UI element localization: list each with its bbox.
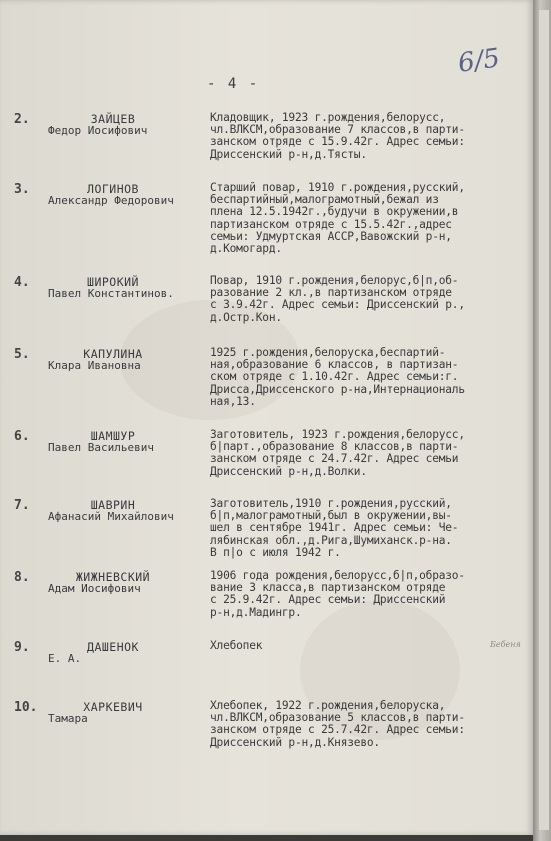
entry-description: 1906 года рождения,белорусс,б|п,образо- вание 3 класса,в партизанском отряде с 25.9.42г. Адрес семьи: Дриссенский р-н,д.Мадингр. [210, 569, 465, 619]
entry-description: Хлебопек, 1922 г.рождения,белоруска, чл.ВЛКСМ,образование 5 классов,в парти- занском отряде с 25.7.42г. Адрес семьи: Дриссенский р-н,д.Князево. [210, 699, 465, 749]
entry-number: 6. [14, 429, 30, 444]
entry-number: 8. [14, 570, 30, 585]
entry-given-name: Павел Васильевич [48, 441, 154, 454]
entry-number: 7. [14, 498, 30, 513]
entry-given-name: Александр Федорович [48, 194, 174, 207]
entry-description: Заготовитель, 1923 г.рождения,белорусс, б|парт.,образование 8 классов,в парти- занском отряде с 24.7.42г. Адрес семьи Дриссенский р-н,д.Волки. [210, 428, 465, 478]
entry-surname: КАПУЛИНА [83, 347, 143, 361]
entry-number: 9. [14, 640, 30, 655]
entry-description: 1925 г.рождения,белоруска,беспартий- ная,образование 6 классов, в партизан- ском отряде с 1.10.42г. Адрес семьи:г. Дрисса,Дриссенского р-на,Интернациональ ная,13. [210, 346, 465, 408]
entry-description: Старший повар, 1910 г.рождения,русский, беспартийный,малограмотный,бежал из плена 12.5.1942г.,будучи в окружении,в партизанском отряде с 15.5.42г.,адрес семьи: Удмуртская АССР,Вавожский р-н, д.Комогард. [210, 181, 465, 256]
entry-description: Заготовитель,1910 г.рождения,русский, б|п,малограмотный,был в окружении,вы- шел в сентябре 1941г. Адрес семьи: Че- лябинская обл.,д.Рига,Шумиханск.р-на. В п|о с июля 1942 г. [210, 497, 459, 559]
entry-number: 4. [14, 275, 30, 290]
entry-given-name: Павел Константинов. [48, 287, 174, 300]
entry-description: Повар, 1910 г.рождения,белорус,б|п,об- разование 2 кл.,в партизанском отряде с 3.9.42г. Адрес семьи: Дриссенский р., д.Остр.Кон. [210, 274, 465, 324]
entry-surname: ДАШЕНОК [87, 640, 139, 654]
entry-surname: ЖИЖНЕВСКИЙ [75, 570, 151, 584]
entry-number: 5. [14, 347, 30, 362]
entry-given-name: Федор Иосифович [48, 124, 148, 137]
entry-surname: ШАВРИН [90, 498, 136, 512]
entry-surname: ХАРКЕВИЧ [83, 700, 143, 714]
binding-edge [533, 0, 551, 841]
entry-number: 3. [14, 182, 30, 197]
entry-number: 2. [14, 112, 30, 127]
entry-given-name: Адам Иосифович [48, 582, 141, 595]
page-number: - 4 - [207, 76, 260, 92]
entry-surname: ЛОГИНОВ [87, 182, 139, 196]
entry-description: Хлебопек [210, 639, 263, 652]
handwritten-side-note: Бебеня [490, 640, 521, 649]
entry-description: Кладовщик, 1923 г.рождения,белорусс, чл.ВЛКСМ,образование 7 классов,в парти- занском отряде с 15.9.42г. Адрес семьи: Дриссенский р-н,д.Тясты. [210, 111, 465, 161]
entry-given-name: Тамара [48, 712, 88, 725]
entry-given-name: Клара Ивановна [48, 359, 141, 372]
folio-mark: 6/5 [456, 43, 502, 79]
entry-surname: ШИРОКИЙ [87, 275, 139, 289]
entry-surname: ШАМШУР [90, 429, 136, 443]
entry-given-name: Афанасий Михайлович [48, 510, 174, 523]
entry-given-name: Е. А. [48, 652, 82, 665]
entry-surname: ЗАЙЦЕВ [90, 112, 136, 126]
entry-number: 10. [14, 700, 38, 715]
